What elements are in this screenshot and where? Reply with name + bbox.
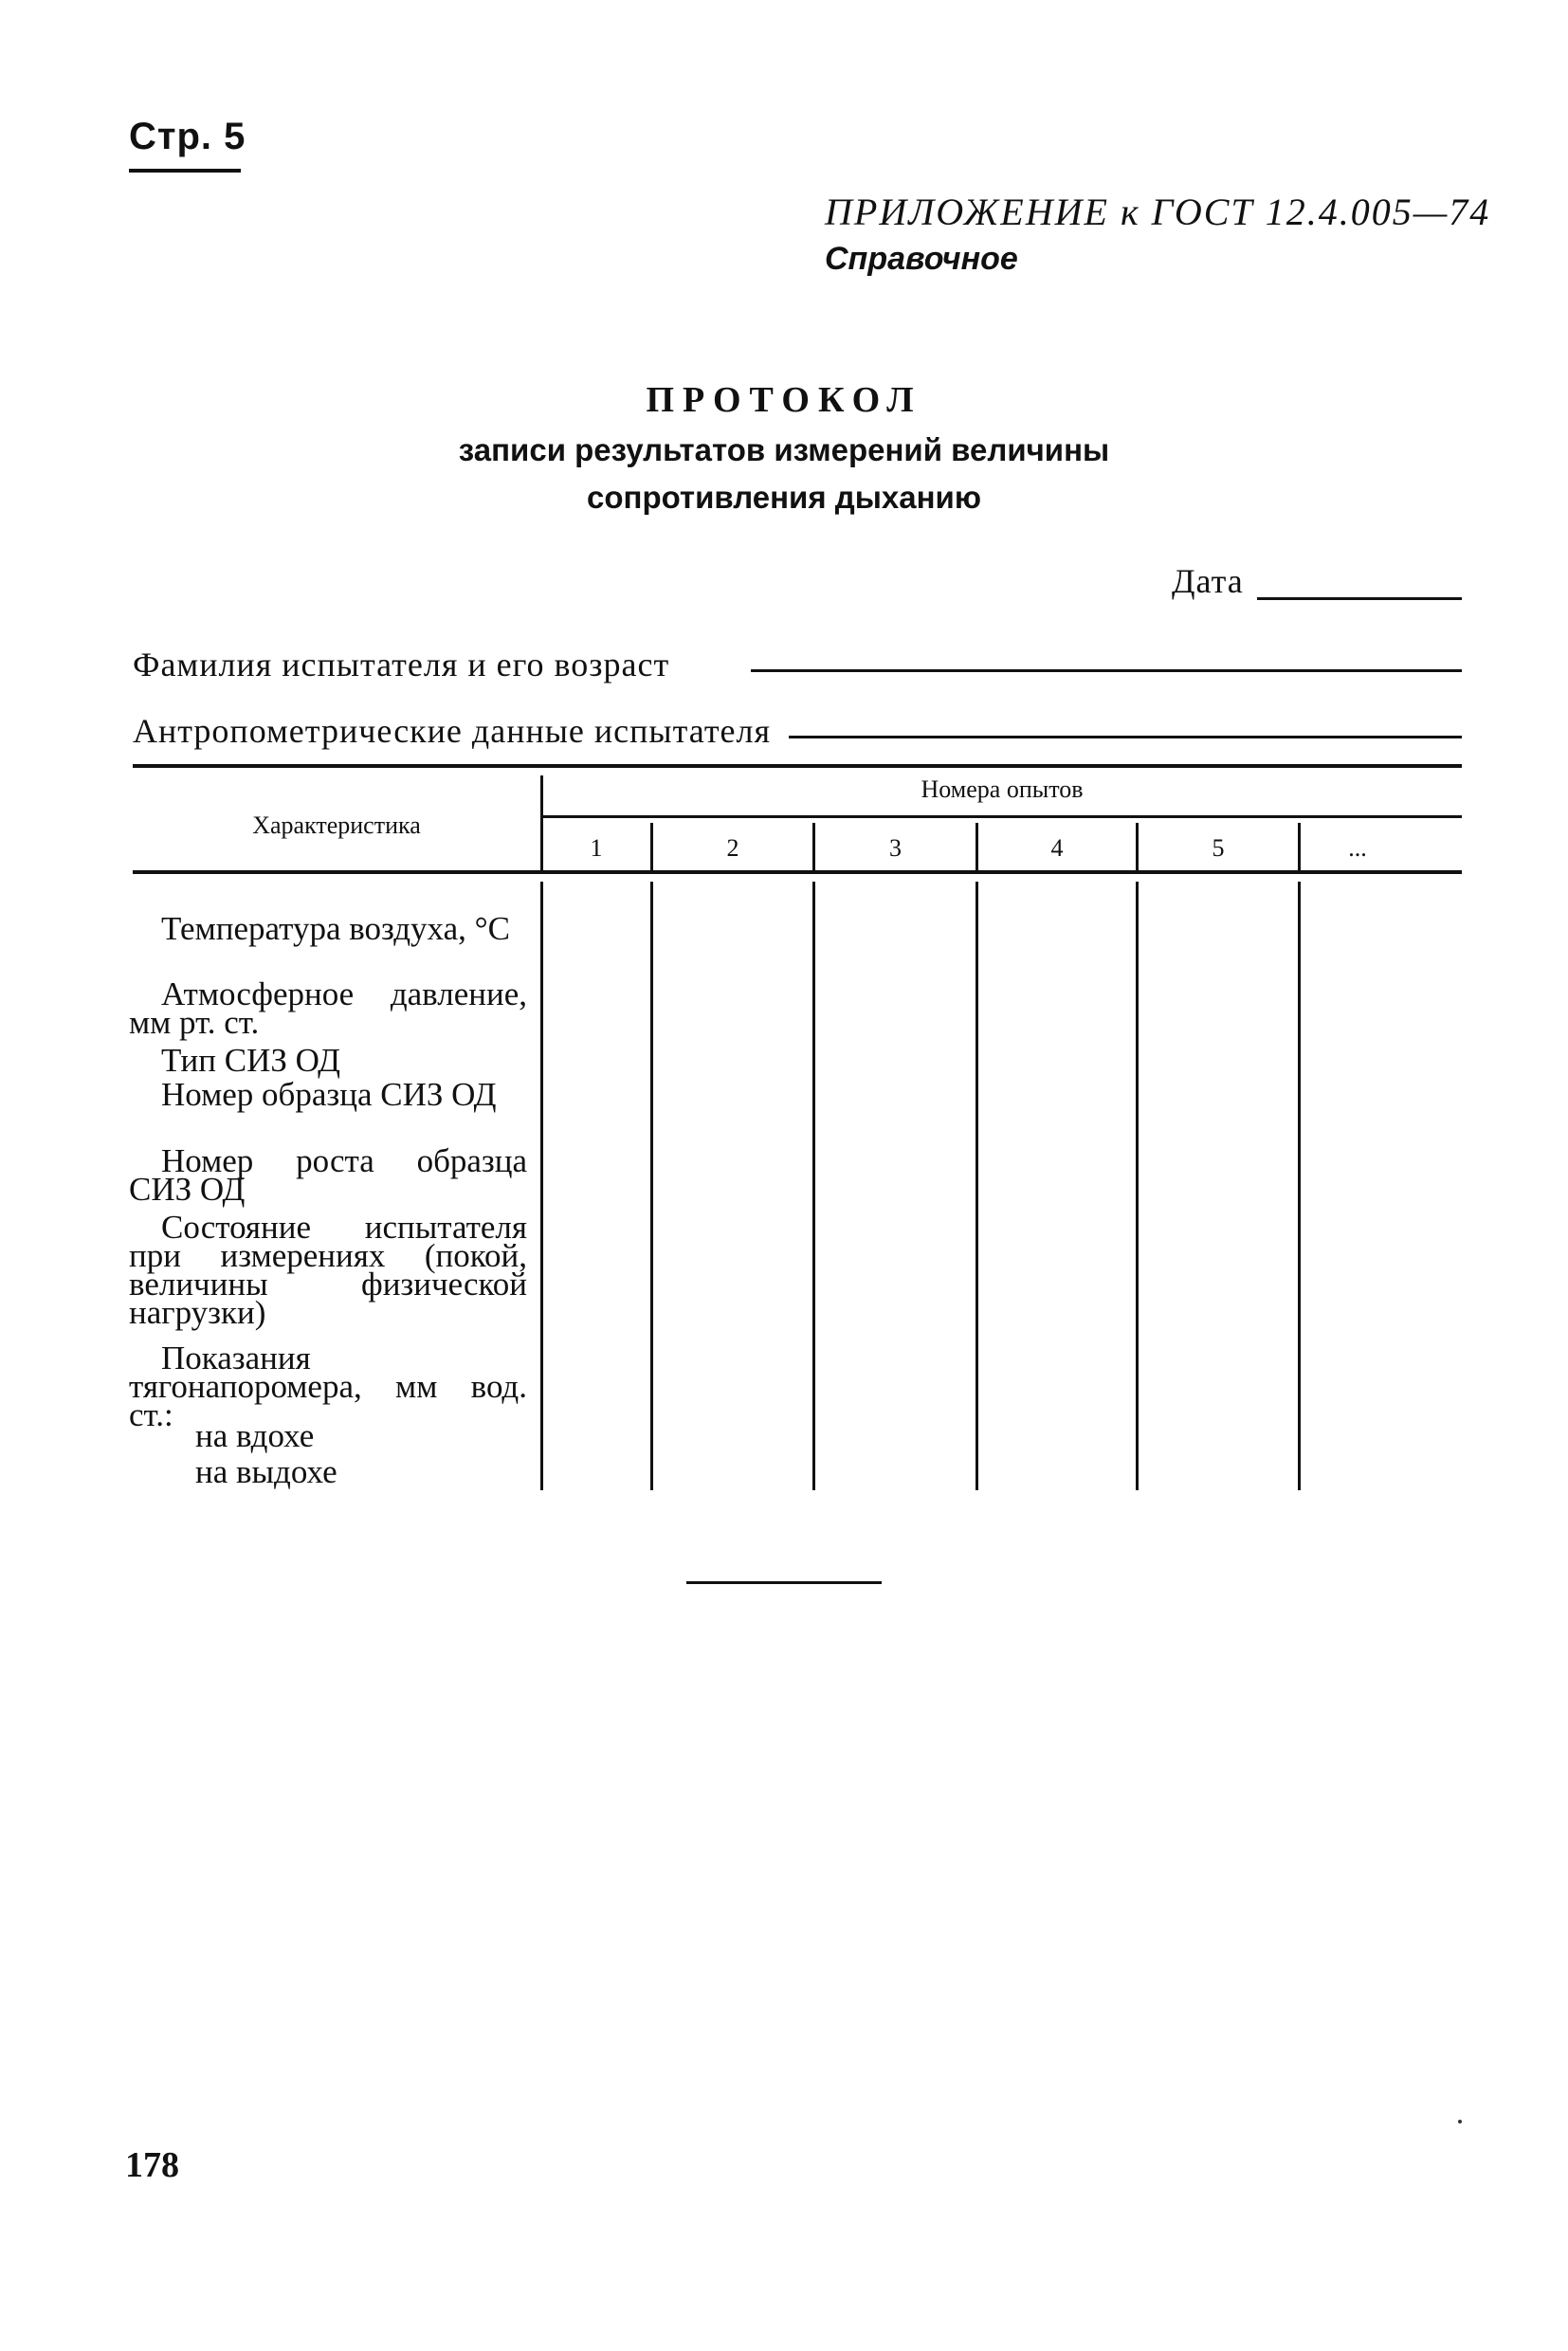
date-fill-line [1257,597,1462,600]
table-row-label: Состояние испытателя при измерениях (покой, величины физической нагрузки) [129,1209,527,1331]
page-label: Стр. 5 [129,116,246,157]
page-number: 178 [125,2145,179,2185]
body-col-divider [650,882,653,1490]
table-row-label: Показания тягонапоромера, мм вод. ст.: [129,1340,527,1433]
body-col-divider [1298,882,1301,1490]
anthropometric-fill-line [789,736,1462,738]
print-speck [1458,2120,1462,2123]
header-split-rule [542,815,1462,818]
tester-name-label: Фамилия испытателя и его возраст [133,646,670,683]
table-subrow-label: на выдохе [195,1453,337,1490]
experiment-number: 4 [1050,834,1064,862]
reference-note: Справочное [825,241,1018,277]
page-label-underline [129,169,241,173]
characteristic-header: Характеристика [252,811,421,839]
table-subrow-label: на вдохе [195,1417,315,1454]
date-label: Дата [1172,562,1244,600]
subtitle-line-2: сопротивления дыханию [587,480,981,515]
body-col-divider [540,882,543,1490]
subtitle-line-1: записи результатов измерений величины [458,432,1110,467]
experiment-number: 3 [889,834,902,862]
table-row-label: Тип СИЗ ОД [161,1042,341,1079]
table-row-label: Температура воздуха, °С [161,910,510,947]
body-col-divider [975,882,978,1490]
experiments-header: Номера опытов [921,775,1084,803]
appendix-heading: ПРИЛОЖЕНИЕ к ГОСТ 12.4.005—74 [825,191,1491,233]
body-col-divider [1136,882,1139,1490]
table-top-rule [133,764,1462,768]
end-rule [686,1581,882,1584]
table-row-label: Номер образца СИЗ ОД [161,1076,497,1113]
experiment-number: ... [1348,834,1367,862]
table-row-label: Номер роста образца СИЗ ОД [129,1142,527,1208]
document-title: ПРОТОКОЛ [646,380,922,420]
experiment-number: 5 [1212,834,1225,862]
header-bottom-rule [133,870,1462,874]
experiment-number: 2 [726,834,739,862]
experiment-number: 1 [590,834,603,862]
tester-name-fill-line [751,669,1462,672]
body-col-divider [812,882,815,1490]
anthropometric-label: Антропометрические данные испытателя [133,712,772,750]
table-row-label: Атмосферное давление, мм рт. ст. [129,975,527,1041]
